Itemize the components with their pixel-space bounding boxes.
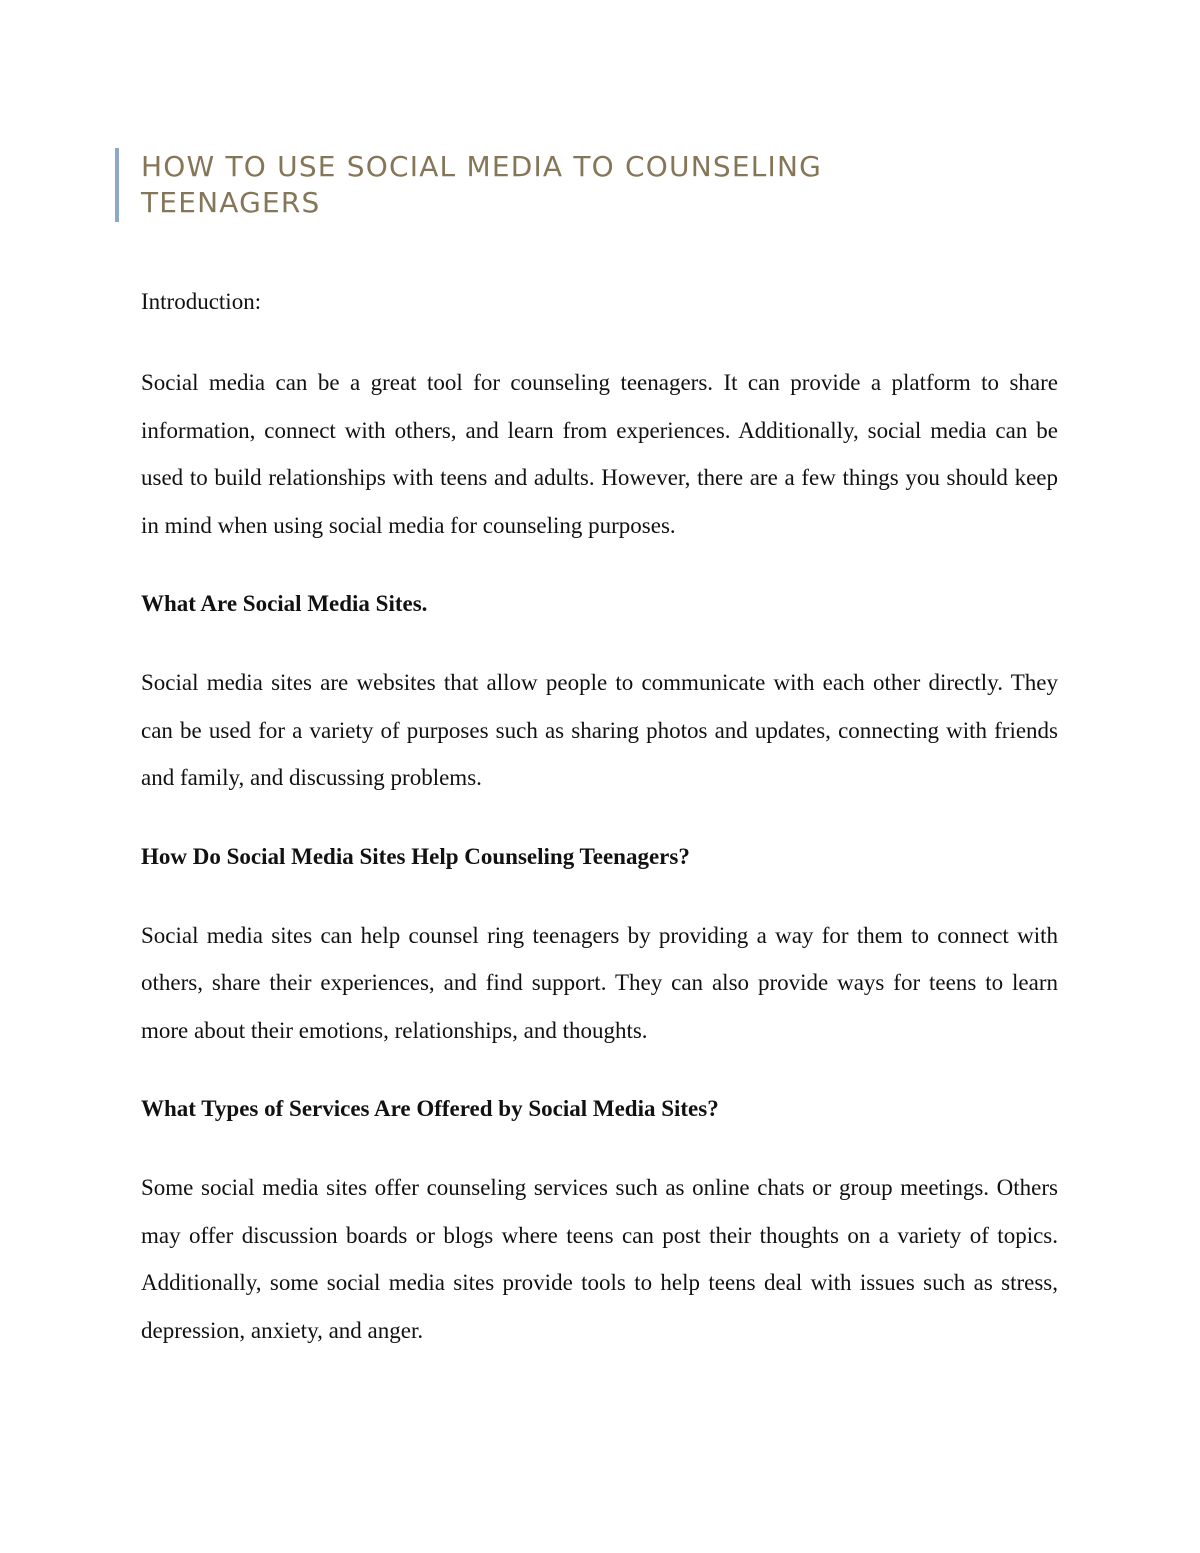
spacer [141,549,1058,585]
spacer [141,1054,1058,1090]
title-block [115,148,995,222]
intro-label: Introduction: [141,289,262,314]
spacer [141,1128,1058,1164]
section-paragraph-how-sites-help: Social media sites can help counsel ring teenagers by providing a way for them to connect with others, share their experiences, and find support. They can also provide ways for teens to learn more about their emotions, relationships, and thoughts. [141,922,1058,1043]
spacer [141,321,1058,359]
spacer [141,802,1058,838]
document-title: HOW TO USE SOCIAL MEDIA TO COUNSELING TEENAGERS [141,150,823,219]
section-heading-services-offered: What Types of Services Are Offered by Social Media Sites? [141,1096,719,1121]
spacer [141,623,1058,659]
section-heading-what-are-sites: What Are Social Media Sites. [141,591,428,616]
section-heading-how-sites-help: How Do Social Media Sites Help Counseling Teenagers? [141,843,690,869]
section-paragraph-what-are-sites: Social media sites are websites that allow people to communicate with each other directly. They can be used for a variety of purposes such as sharing photos and updates, connecting with friends and family, and discussing problems. [141,670,1058,790]
document-body [141,283,1058,1354]
section-paragraph-services-offered: Some social media sites offer counseling services such as online chats or group meetings. Others may offer discussion boards or blogs where teens can post their thoughts on a variety of topics. Additionally, some social media sites provide tools to help teens deal with issues such as stress, depression, anxiety, and anger. [141,1175,1058,1343]
spacer [141,876,1058,912]
intro-paragraph: Social media can be a great tool for counseling teenagers. It can provide a platform to share information, connect with others, and learn from experiences. Additionally, social media can be used to build relationships with teens and adults. However, there are a few things you should keep in mind when using social media for counseling purposes. [141,370,1058,538]
